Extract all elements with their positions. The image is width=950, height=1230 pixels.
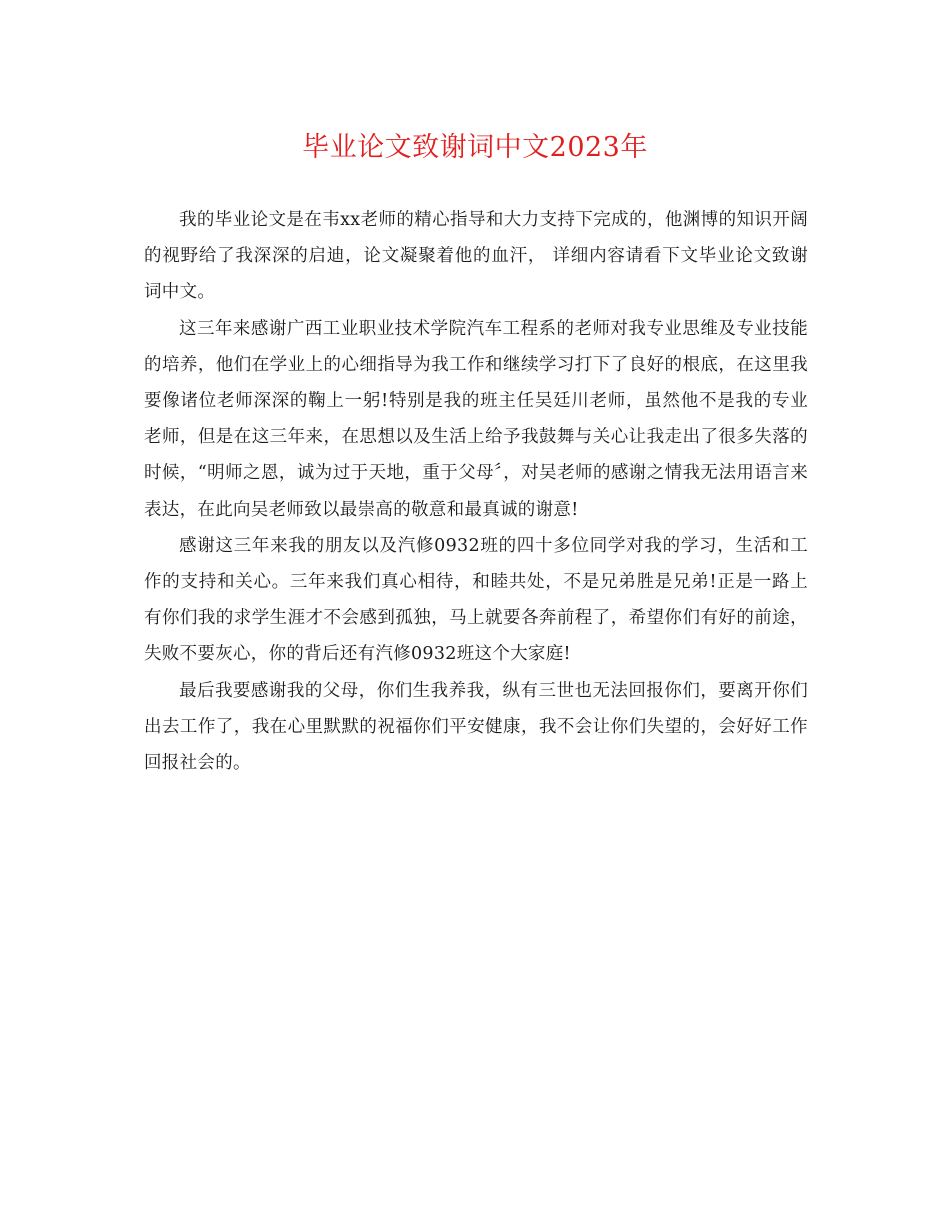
- document-body: [144, 202, 808, 781]
- paragraph-4: 最后我要感谢我的父母，你们生我养我，纵有三世也无法回报你们，要离开你们出去工作了，我在心里默默的祝福你们平安健康，我不会让你们失望的，会好好工作回报社会的。: [144, 680, 808, 774]
- paragraph-1: 我的毕业论文是在韦xx老师的精心指导和大力支持下完成的，他渊博的知识开阔的视野给了我深深的启迪，论文凝聚着他的血汗， 详细内容请看下文毕业论文致谢词中文。: [144, 210, 808, 303]
- paragraph-2: 这三年来感谢广西工业职业技术学院汽车工程系的老师对我专业思维及专业技能的培养，他们在学业上的心细指导为我工作和继续学习打下了良好的根底，在这里我要像诸位老师深深的鞠上一躬!特别是我的班主任吴廷川老师，虽然他不是我的专业老师，但是在这三年来，在思想以及生活上给予我鼓舞与关心让我走出了很多失落的时候，“明师之恩，诚为过于天地，重于父母〞，对吴老师的感谢之情我无法用语言来表达，在此向吴老师致以最崇高的敬意和最真诚的谢意!: [144, 318, 808, 520]
- paragraph-3: 感谢这三年来我的朋友以及汽修0932班的四十多位同学对我的学习，生活和工作的支持和关心。三年来我们真心相待，和睦共处，不是兄弟胜是兄弟!正是一路上有你们我的求学生涯才不会感到孤独，马上就要各奔前程了，希望你们有好的前途，失败不要灰心，你的背后还有汽修0932班这个大家庭!: [144, 535, 808, 665]
- document-title: 毕业论文致谢词中文2023年: [302, 132, 648, 163]
